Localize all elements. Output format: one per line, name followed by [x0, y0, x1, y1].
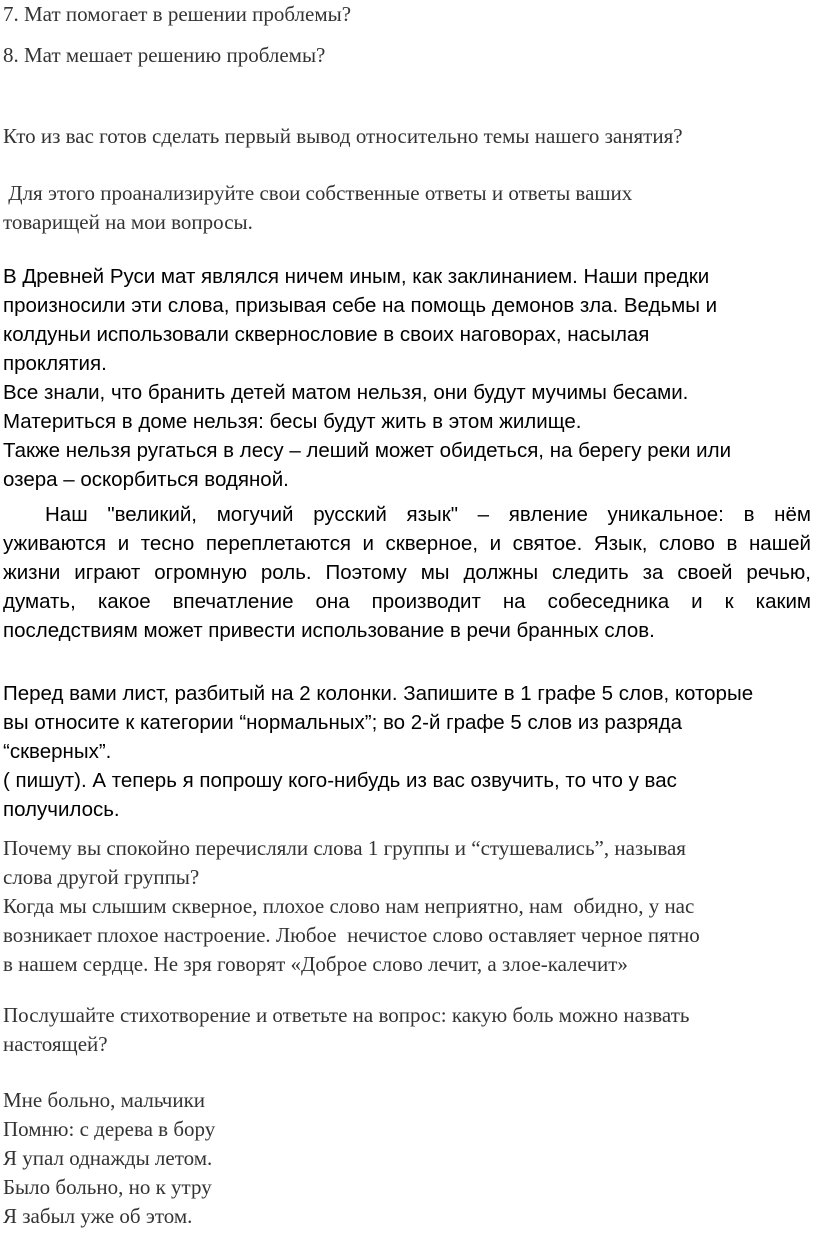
paragraph-why: Почему вы спокойно перечисляли слова 1 группы и “стушевались”, называя слова другой группы? Когда мы слышим скверное, плохое слово нам неприятно, нам обидно, у нас возникает плохое настроение. Любое нечистое слово оставляет черное пятно в нашем сердце. Не зря говорят «Доброе слово лечит, а злое-калечит»	[3, 836, 700, 976]
poem-line: Мне больно, мальчики	[3, 1088, 206, 1112]
poem-line: Я забыл уже об этом.	[3, 1204, 193, 1228]
poem	[3, 1086, 809, 1231]
poem-line: Я упал однажды летом.	[3, 1146, 213, 1170]
prompt-conclusion: Кто из вас готов сделать первый вывод относительно темы нашего занятия?	[3, 124, 683, 148]
poem-line: Было больно, но к утру	[3, 1175, 212, 1199]
paragraph-language: Наш "великий, могучий русский язык" – явление уникальное: в нём уживаются и тесно переплетаются и скверное, и святое. Язык, слово в нашей жизни играют огромную роль. Поэтому мы должны следить за своей речью, думать, какое впечатление она производит на собеседника и к каким последствиям может привести использование в речи бранных слов.	[3, 503, 811, 642]
question-8: 8. Мат мешает решению проблемы?	[3, 43, 326, 67]
prompt-analyze: Для этого проанализируйте свои собственные ответы и ответы ваших товарищей на мои вопросы.	[3, 181, 633, 234]
poem-line: Помню: с дерева в бору	[3, 1117, 216, 1141]
paragraph-listen: Послушайте стихотворение и ответьте на вопрос: какую боль можно назвать настоящей?	[3, 1003, 690, 1056]
question-7: 7. Мат помогает в решении проблемы?	[3, 2, 352, 26]
paragraph-history: В Древней Руси мат являлся ничем иным, как заклинанием. Наши предки произносили эти слова, призывая себе на помощь демонов зла. Ведьмы и колдуньи использовали сквернословие в своих наговорах, насылая проклятия. Все знали, что бранить детей матом нельзя, они будут мучимы бесами. Материться в доме нельзя: бесы будут жить в этом жилище. Также нельзя ругаться в лесу – леший может обидеться, на берегу реки или озера – оскорбиться водяной.	[3, 265, 732, 491]
paragraph-task: Перед вами лист, разбитый на 2 колонки. Запишите в 1 графе 5 слов, которые вы относите к категории “нормальных”; во 2-й графе 5 слов из разряда “скверных”. ( пишут). А теперь я попрошу кого-нибудь из вас озвучить, то что у вас получилось.	[3, 682, 754, 821]
